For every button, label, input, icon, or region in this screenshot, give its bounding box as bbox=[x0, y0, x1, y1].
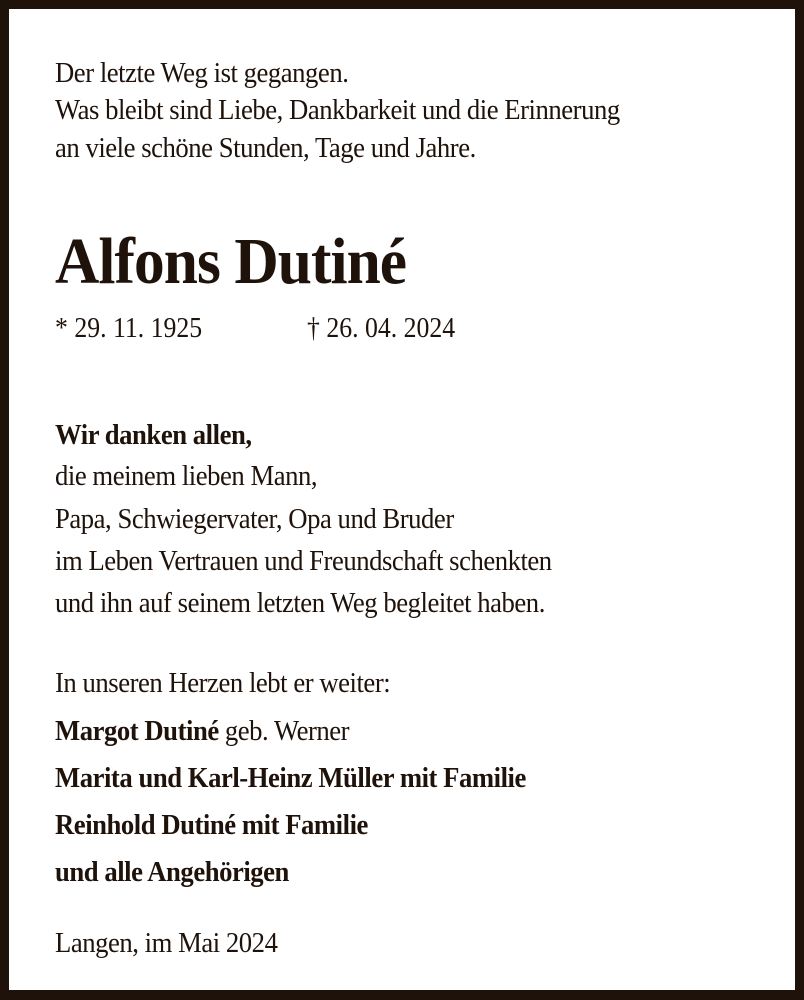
thanks-line-4: und ihn auf seinem letzten Weg begleitet haben. bbox=[55, 587, 545, 619]
mourner-1-suffix: geb. Werner bbox=[218, 715, 350, 747]
verse-line-3: an viele schöne Stunden, Tage und Jahre. bbox=[55, 132, 476, 164]
deceased-name: Alfons Dutiné bbox=[55, 225, 407, 298]
mourners-intro: In unseren Herzen lebt er weiter: bbox=[55, 667, 391, 699]
verse-line-2: Was bleibt sind Liebe, Dankbarkeit und die Erinnerung bbox=[55, 94, 620, 126]
birth-date: * 29. 11. 1925 bbox=[55, 313, 203, 344]
thanks-line-2: Papa, Schwiegervater, Opa und Bruder bbox=[55, 503, 454, 535]
verse-line-1: Der letzte Weg ist gegangen. bbox=[55, 57, 349, 89]
thanks-line-3: im Leben Vertrauen und Freundschaft schenkten bbox=[55, 545, 552, 577]
mourner-4: und alle Angehörigen bbox=[55, 856, 289, 888]
mourner-2: Marita und Karl-Heinz Müller mit Familie bbox=[55, 762, 526, 794]
thanks-heading: Wir danken allen, bbox=[55, 419, 252, 451]
thanks-line-1: die meinem lieben Mann, bbox=[55, 460, 318, 492]
mourner-1 bbox=[55, 715, 349, 748]
mourner-3: Reinhold Dutiné mit Familie bbox=[55, 809, 368, 841]
place-date: Langen, im Mai 2024 bbox=[55, 927, 278, 959]
death-date: † 26. 04. 2024 bbox=[307, 313, 456, 344]
obituary-notice bbox=[9, 9, 795, 990]
mourner-1-name: Margot Dutiné bbox=[55, 715, 219, 747]
